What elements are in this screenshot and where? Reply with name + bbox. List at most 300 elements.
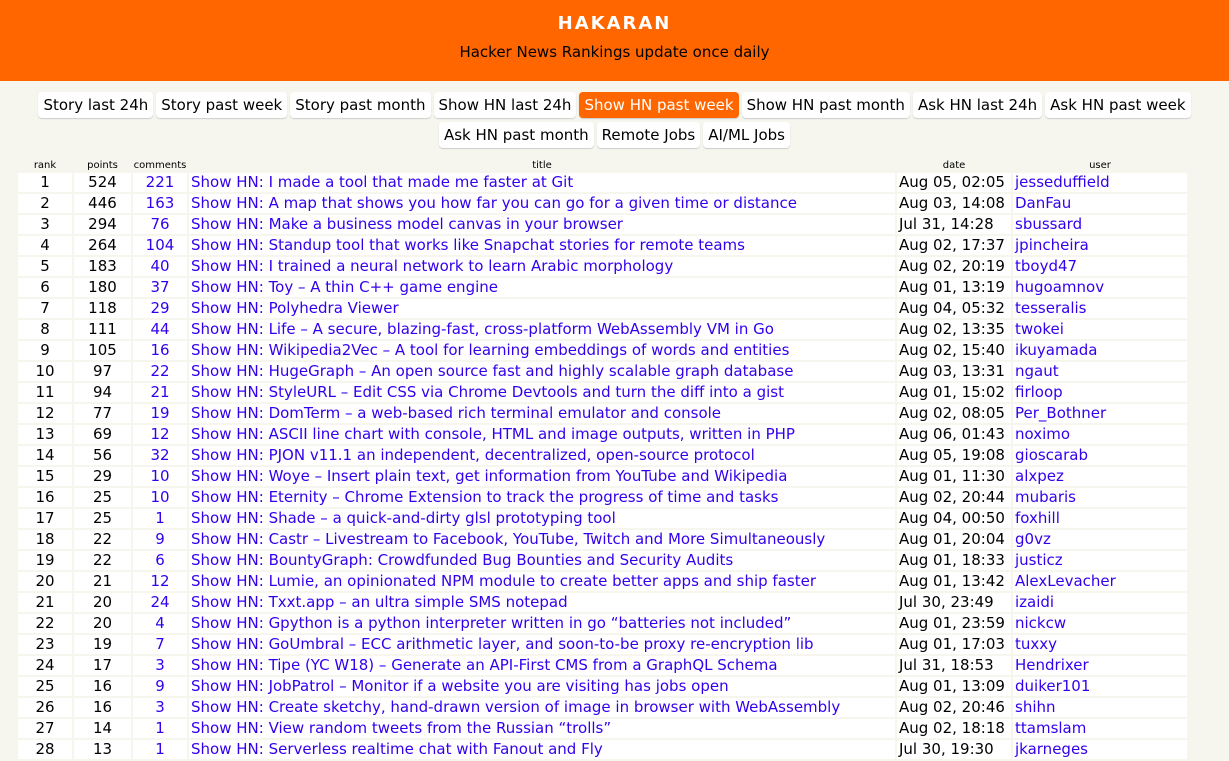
title-column <box>189 173 895 192</box>
table-row <box>18 551 1187 570</box>
table-row <box>18 593 1187 612</box>
site-title[interactable]: HAKARAN <box>557 13 672 34</box>
date-cell: Aug 02, 15:40 <box>899 341 1005 359</box>
story-title-link[interactable]: Show HN: Toy – A thin C++ game engine <box>191 278 498 296</box>
points-cell: 20 <box>92 593 113 611</box>
rank-cell: 4 <box>40 236 50 254</box>
rank-column <box>18 236 72 255</box>
rank-column <box>18 173 72 192</box>
table-row <box>18 740 1187 759</box>
user-column <box>1013 572 1187 591</box>
rank-cell: 1 <box>40 173 50 191</box>
rank-cell: 21 <box>35 593 55 611</box>
user-link[interactable]: jpincheira <box>1015 236 1089 254</box>
rank-column <box>18 425 72 444</box>
table-row <box>18 299 1187 318</box>
tab-story-past-week[interactable]: Story past week <box>156 92 287 118</box>
date-cell: Aug 01, 13:42 <box>899 572 1005 590</box>
date-column <box>897 236 1011 255</box>
user-column <box>1013 446 1187 465</box>
date-cell: Jul 31, 14:28 <box>899 215 994 233</box>
story-title-link[interactable]: Show HN: Castr – Livestream to Facebook, YouTube, Twitch and More Simultaneously <box>191 530 826 548</box>
points-column <box>74 572 131 591</box>
user-column <box>1013 698 1187 717</box>
date-cell: Aug 03, 14:08 <box>899 194 1005 212</box>
comments-column <box>133 656 187 675</box>
table-row <box>18 173 1187 192</box>
date-column <box>897 320 1011 339</box>
date-cell: Jul 31, 18:53 <box>899 656 994 674</box>
table-row <box>18 236 1187 255</box>
points-cell: 111 <box>88 320 117 338</box>
comments-column <box>133 383 187 402</box>
comments-link[interactable]: 40 <box>150 257 170 275</box>
comments-link[interactable]: 3 <box>155 698 165 716</box>
comments-link[interactable]: 16 <box>150 341 170 359</box>
tab-row <box>0 92 1229 118</box>
table-row <box>18 677 1187 696</box>
comments-link[interactable]: 1 <box>155 509 165 527</box>
points-column <box>74 719 131 738</box>
points-column <box>74 257 131 276</box>
title-column <box>189 593 895 612</box>
date-column <box>897 677 1011 696</box>
comments-column <box>133 215 187 234</box>
title-column <box>189 215 895 234</box>
date-column <box>897 467 1011 486</box>
comments-link[interactable]: 24 <box>150 593 170 611</box>
story-title-link[interactable]: Show HN: JobPatrol – Monitor if a website you are visiting has jobs open <box>191 677 729 695</box>
user-link[interactable]: mubaris <box>1015 488 1076 506</box>
user-link[interactable]: justicz <box>1015 551 1063 569</box>
comments-column <box>133 467 187 486</box>
rank-column <box>18 677 72 696</box>
story-title-link[interactable]: Show HN: Eternity – Chrome Extension to track the progress of time and tasks <box>191 488 779 506</box>
story-title-link[interactable]: Show HN: A map that shows you how far you can go for a given time or distance <box>191 194 797 212</box>
user-link[interactable]: gioscarab <box>1015 446 1089 464</box>
story-title-link[interactable]: Show HN: StyleURL – Edit CSS via Chrome Devtools and turn the diff into a gist <box>191 383 784 401</box>
date-cell: Aug 04, 05:32 <box>899 299 1005 317</box>
comments-link[interactable]: 4 <box>155 614 165 632</box>
title-column <box>189 488 895 507</box>
story-title-link[interactable]: Show HN: Tipe (YC W18) – Generate an API-First CMS from a GraphQL Schema <box>191 656 778 674</box>
user-column <box>1013 719 1187 738</box>
comments-column <box>133 740 187 759</box>
points-column <box>74 320 131 339</box>
rank-column <box>18 614 72 633</box>
tab-show-hn-past-week[interactable]: Show HN past week <box>579 92 738 118</box>
user-link[interactable]: ngaut <box>1015 362 1059 380</box>
user-column <box>1013 425 1187 444</box>
rank-cell: 14 <box>35 446 55 464</box>
rank-cell: 11 <box>35 383 55 401</box>
points-cell: 16 <box>92 698 113 716</box>
comments-link[interactable]: 76 <box>150 215 170 233</box>
comments-column <box>133 677 187 696</box>
user-link[interactable]: nickcw <box>1015 614 1067 632</box>
comments-column <box>133 593 187 612</box>
rank-column <box>18 278 72 297</box>
comments-link[interactable]: 12 <box>150 425 170 443</box>
story-title-link[interactable]: Show HN: Woye – Insert plain text, get information from YouTube and Wikipedia <box>191 467 788 485</box>
rank-cell: 6 <box>40 278 50 296</box>
title-column <box>189 572 895 591</box>
story-title-link[interactable]: Show HN: I made a tool that made me faster at Git <box>191 173 574 191</box>
comments-column <box>133 698 187 717</box>
date-column <box>897 194 1011 213</box>
date-column <box>897 362 1011 381</box>
user-link[interactable]: ikuyamada <box>1015 341 1098 359</box>
points-cell: 19 <box>92 635 113 653</box>
comments-link[interactable]: 19 <box>150 404 170 422</box>
rank-column <box>18 698 72 717</box>
date-cell: Aug 03, 13:31 <box>899 362 1005 380</box>
column-header-date: date <box>942 160 966 171</box>
table-row <box>18 215 1187 234</box>
date-cell: Aug 01, 23:59 <box>899 614 1005 632</box>
date-column <box>897 173 1011 192</box>
user-link[interactable]: AlexLevacher <box>1015 572 1116 590</box>
points-column <box>74 215 131 234</box>
table-row <box>18 446 1187 465</box>
comments-link[interactable]: 9 <box>155 677 165 695</box>
points-cell: 16 <box>92 677 113 695</box>
tab-story-past-month[interactable]: Story past month <box>290 92 430 118</box>
table-header-row <box>18 161 1187 171</box>
user-link[interactable]: noximo <box>1015 425 1071 443</box>
user-column <box>1013 194 1187 213</box>
user-link[interactable]: ttamslam <box>1015 719 1087 737</box>
points-cell: 14 <box>92 719 113 737</box>
date-cell: Jul 30, 19:30 <box>899 740 994 758</box>
user-link[interactable]: tesseralis <box>1015 299 1087 317</box>
points-column <box>74 509 131 528</box>
date-cell: Aug 01, 20:04 <box>899 530 1005 548</box>
rank-cell: 8 <box>40 320 50 338</box>
rank-column <box>18 320 72 339</box>
comments-column <box>133 635 187 654</box>
date-column <box>897 698 1011 717</box>
comments-link[interactable]: 32 <box>150 446 170 464</box>
comments-column <box>133 299 187 318</box>
comments-link[interactable]: 12 <box>150 572 170 590</box>
points-column <box>74 635 131 654</box>
date-cell: Aug 02, 13:35 <box>899 320 1005 338</box>
table-row <box>18 425 1187 444</box>
date-column <box>897 509 1011 528</box>
story-title-link[interactable]: Show HN: Lumie, an opinionated NPM module to create better apps and ship faster <box>191 572 816 590</box>
user-link[interactable]: Per_Bothner <box>1015 404 1107 422</box>
table-row <box>18 341 1187 360</box>
user-link[interactable]: twokei <box>1015 320 1064 338</box>
story-title-link[interactable]: Show HN: Txxt.app – an ultra simple SMS notepad <box>191 593 568 611</box>
title-column <box>189 236 895 255</box>
date-cell: Aug 01, 18:33 <box>899 551 1005 569</box>
points-column <box>74 698 131 717</box>
user-link[interactable]: DanFau <box>1015 194 1072 212</box>
column-header-points: points <box>87 160 118 171</box>
points-column <box>74 488 131 507</box>
date-column <box>897 404 1011 423</box>
date-cell: Aug 04, 00:50 <box>899 509 1005 527</box>
story-title-link[interactable]: Show HN: Create sketchy, hand-drawn version of image in browser with WebAssembly <box>191 698 841 716</box>
rank-cell: 22 <box>35 614 55 632</box>
title-column <box>189 635 895 654</box>
points-cell: 180 <box>88 278 117 296</box>
rank-cell: 18 <box>35 530 55 548</box>
rank-cell: 7 <box>40 299 50 317</box>
user-link[interactable]: duiker101 <box>1015 677 1091 695</box>
user-column <box>1013 320 1187 339</box>
comments-column <box>133 341 187 360</box>
site-header <box>0 0 1229 81</box>
date-cell: Aug 01, 15:02 <box>899 383 1005 401</box>
comments-link[interactable]: 9 <box>155 530 165 548</box>
title-column <box>189 467 895 486</box>
points-column <box>74 614 131 633</box>
comments-link[interactable]: 6 <box>155 551 165 569</box>
rank-cell: 24 <box>35 656 55 674</box>
user-column <box>1013 362 1187 381</box>
rank-column <box>18 551 72 570</box>
comments-column <box>133 236 187 255</box>
user-link[interactable]: hugoamnov <box>1015 278 1105 296</box>
date-cell: Aug 05, 19:08 <box>899 446 1005 464</box>
points-cell: 21 <box>92 572 113 590</box>
tab-story-last-24h[interactable]: Story last 24h <box>38 92 153 118</box>
column-header-title: title <box>532 160 552 171</box>
story-title-link[interactable]: Show HN: View random tweets from the Russian “trolls” <box>191 719 612 737</box>
table-row <box>18 530 1187 549</box>
date-cell: Aug 01, 11:30 <box>899 467 1005 485</box>
comments-link[interactable]: 29 <box>150 299 170 317</box>
points-cell: 446 <box>88 194 117 212</box>
title-column <box>189 530 895 549</box>
points-column <box>74 425 131 444</box>
title-column <box>189 677 895 696</box>
table-row <box>18 257 1187 276</box>
user-link[interactable]: tboyd47 <box>1015 257 1078 275</box>
points-column <box>74 341 131 360</box>
points-cell: 183 <box>88 257 117 275</box>
date-column <box>897 383 1011 402</box>
user-column <box>1013 236 1187 255</box>
table-row <box>18 635 1187 654</box>
tab-row <box>0 122 1229 148</box>
comments-column <box>133 173 187 192</box>
rank-column <box>18 299 72 318</box>
story-title-link[interactable]: Show HN: Serverless realtime chat with Fanout and Fly <box>191 740 603 758</box>
tab-ask-hn-past-month[interactable]: Ask HN past month <box>439 122 594 148</box>
table-row <box>18 614 1187 633</box>
date-cell: Aug 02, 20:46 <box>899 698 1005 716</box>
rank-column <box>18 740 72 759</box>
rank-column <box>18 572 72 591</box>
story-title-link[interactable]: Show HN: PJON v11.1 an independent, decentralized, open-source protocol <box>191 446 755 464</box>
tab-ask-hn-past-week[interactable]: Ask HN past week <box>1045 92 1190 118</box>
comments-link[interactable]: 44 <box>150 320 170 338</box>
story-title-link[interactable]: Show HN: GoUmbral – ECC arithmetic layer, and soon-to-be proxy re-encryption lib <box>191 635 814 653</box>
title-column <box>189 656 895 675</box>
story-title-link[interactable]: Show HN: Standup tool that works like Snapchat stories for remote teams <box>191 236 745 254</box>
story-title-link[interactable]: Show HN: DomTerm – a web-based rich terminal emulator and console <box>191 404 722 422</box>
points-cell: 29 <box>92 467 113 485</box>
story-title-link[interactable]: Show HN: Shade – a quick-and-dirty glsl prototyping tool <box>191 509 616 527</box>
points-cell: 22 <box>92 530 113 548</box>
story-title-link[interactable]: Show HN: Polyhedra Viewer <box>191 299 399 317</box>
rank-cell: 19 <box>35 551 55 569</box>
user-link[interactable]: sbussard <box>1015 215 1083 233</box>
comments-column <box>133 278 187 297</box>
date-cell: Jul 30, 23:49 <box>899 593 994 611</box>
date-column <box>897 257 1011 276</box>
title-column <box>189 551 895 570</box>
rank-column <box>18 656 72 675</box>
points-cell: 118 <box>88 299 117 317</box>
tab-show-hn-last-24h[interactable]: Show HN last 24h <box>434 92 577 118</box>
rank-column <box>18 488 72 507</box>
story-title-link[interactable]: Show HN: ASCII line chart with console, HTML and image outputs, written in PHP <box>191 425 795 443</box>
user-column <box>1013 593 1187 612</box>
user-column <box>1013 383 1187 402</box>
date-column <box>897 635 1011 654</box>
table-row <box>18 719 1187 738</box>
comments-link[interactable]: 10 <box>150 488 170 506</box>
user-column <box>1013 257 1187 276</box>
rank-column <box>18 446 72 465</box>
tab-ask-hn-last-24h[interactable]: Ask HN last 24h <box>913 92 1042 118</box>
user-link[interactable]: foxhill <box>1015 509 1060 527</box>
user-column <box>1013 173 1187 192</box>
title-column <box>189 719 895 738</box>
comments-link[interactable]: 1 <box>155 719 165 737</box>
comments-link[interactable]: 10 <box>150 467 170 485</box>
points-column <box>74 593 131 612</box>
points-cell: 69 <box>92 425 113 443</box>
comments-link[interactable]: 37 <box>150 278 170 296</box>
user-link[interactable]: alxpez <box>1015 467 1064 485</box>
date-column <box>897 551 1011 570</box>
user-column <box>1013 551 1187 570</box>
user-link[interactable]: jesseduffield <box>1015 173 1110 191</box>
comments-column <box>133 719 187 738</box>
rank-cell: 27 <box>35 719 55 737</box>
story-title-link[interactable]: Show HN: Make a business model canvas in your browser <box>191 215 623 233</box>
comments-link[interactable]: 22 <box>150 362 170 380</box>
story-title-link[interactable]: Show HN: Wikipedia2Vec – A tool for learning embeddings of words and entities <box>191 341 790 359</box>
date-column <box>897 614 1011 633</box>
rank-cell: 10 <box>35 362 55 380</box>
story-title-link[interactable]: Show HN: Life – A secure, blazing-fast, cross-platform WebAssembly VM in Go <box>191 320 774 338</box>
tab-remote-jobs[interactable]: Remote Jobs <box>597 122 701 148</box>
column-header-user: user <box>1089 160 1111 171</box>
rank-cell: 28 <box>35 740 55 758</box>
points-cell: 294 <box>88 215 117 233</box>
user-link[interactable]: Hendrixer <box>1015 656 1089 674</box>
table-row <box>18 320 1187 339</box>
comments-column <box>133 194 187 213</box>
user-link[interactable]: firloop <box>1015 383 1063 401</box>
story-title-link[interactable]: Show HN: I trained a neural network to learn Arabic morphology <box>191 257 674 275</box>
rank-column <box>18 362 72 381</box>
points-cell: 17 <box>92 656 113 674</box>
user-column <box>1013 656 1187 675</box>
story-title-link[interactable]: Show HN: BountyGraph: Crowdfunded Bug Bounties and Security Audits <box>191 551 734 569</box>
comments-link[interactable]: 163 <box>145 194 175 212</box>
points-cell: 97 <box>92 362 113 380</box>
table-row <box>18 572 1187 591</box>
title-column <box>189 299 895 318</box>
comments-link[interactable]: 221 <box>145 173 175 191</box>
table-row <box>18 194 1187 213</box>
user-link[interactable]: shihn <box>1015 698 1056 716</box>
rankings-table <box>16 159 1189 761</box>
rank-cell: 17 <box>35 509 55 527</box>
points-cell: 56 <box>92 446 113 464</box>
title-column <box>189 362 895 381</box>
story-title-link[interactable]: Show HN: HugeGraph – An open source fast and highly scalable graph database <box>191 362 794 380</box>
comments-link[interactable]: 7 <box>155 635 165 653</box>
points-cell: 25 <box>92 488 113 506</box>
user-column <box>1013 740 1187 759</box>
comments-link[interactable]: 1 <box>155 740 165 758</box>
rank-column <box>18 509 72 528</box>
points-column <box>74 362 131 381</box>
date-cell: Aug 02, 20:44 <box>899 488 1005 506</box>
rank-column <box>18 194 72 213</box>
table-row <box>18 698 1187 717</box>
table-row <box>18 383 1187 402</box>
comments-link[interactable]: 3 <box>155 656 165 674</box>
comments-column <box>133 572 187 591</box>
points-column <box>74 551 131 570</box>
comments-link[interactable]: 104 <box>145 236 175 254</box>
rank-cell: 15 <box>35 467 55 485</box>
user-column <box>1013 278 1187 297</box>
user-column <box>1013 509 1187 528</box>
column-header-comments: comments <box>133 160 187 171</box>
date-column <box>897 530 1011 549</box>
rank-column <box>18 593 72 612</box>
user-link[interactable]: tuxxy <box>1015 635 1058 653</box>
rank-column <box>18 215 72 234</box>
comments-link[interactable]: 21 <box>150 383 170 401</box>
points-cell: 20 <box>92 614 113 632</box>
comments-column <box>133 362 187 381</box>
rank-cell: 12 <box>35 404 55 422</box>
user-link[interactable]: jkarneges <box>1015 740 1088 758</box>
title-column <box>189 320 895 339</box>
comments-column <box>133 404 187 423</box>
date-cell: Aug 01, 17:03 <box>899 635 1005 653</box>
date-cell: Aug 02, 18:18 <box>899 719 1005 737</box>
date-cell: Aug 05, 02:05 <box>899 173 1005 191</box>
story-title-link[interactable]: Show HN: Gpython is a python interpreter written in go “batteries not included” <box>191 614 792 632</box>
title-column <box>189 425 895 444</box>
table-body <box>18 173 1187 759</box>
date-cell: Aug 01, 13:09 <box>899 677 1005 695</box>
user-link[interactable]: izaidi <box>1015 593 1055 611</box>
title-column <box>189 278 895 297</box>
date-column <box>897 740 1011 759</box>
user-link[interactable]: g0vz <box>1015 530 1051 548</box>
title-column <box>189 404 895 423</box>
title-column <box>189 194 895 213</box>
points-column <box>74 236 131 255</box>
tab-show-hn-past-month[interactable]: Show HN past month <box>742 92 910 118</box>
table-row <box>18 404 1187 423</box>
tab-ai-ml-jobs[interactable]: AI/ML Jobs <box>703 122 790 148</box>
